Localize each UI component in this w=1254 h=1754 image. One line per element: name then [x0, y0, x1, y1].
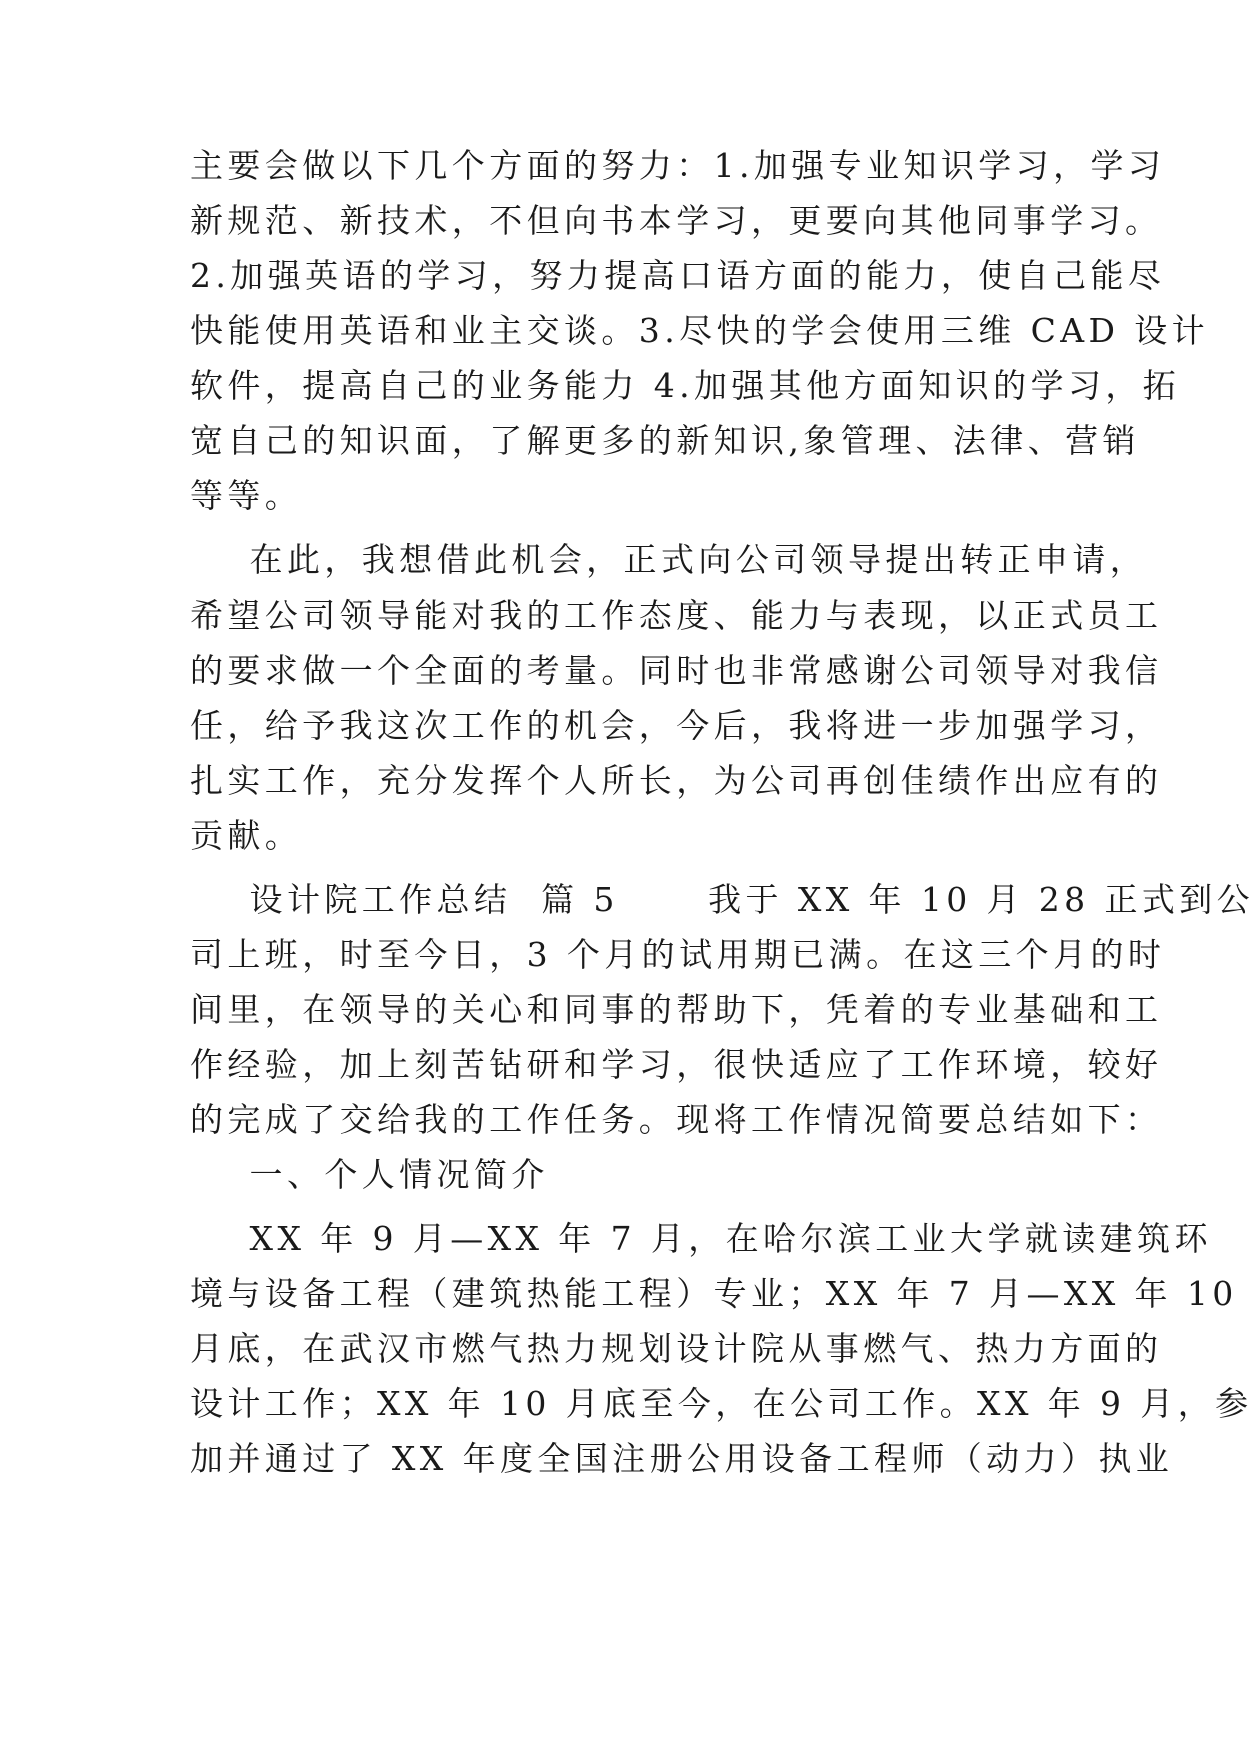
text-line: 扎实工作，充分发挥个人所长，为公司再创佳绩作出应有的: [190, 761, 1163, 800]
text-line: 一、个人情况简介: [190, 1155, 549, 1194]
text-line: 2.加强英语的学习，努力提高口语方面的能力，使自己能尽: [190, 256, 1166, 295]
text-line: 境与设备工程（建筑热能工程）专业；XX 年 7 月—XX 年 10: [190, 1274, 1238, 1313]
text-line: 加并通过了 XX 年度全国注册公用设备工程师（动力）执业: [190, 1439, 1174, 1478]
text-line: 设计院工作总结 篇 5 我于 XX 年 10 月 28 正式到公: [190, 880, 1254, 919]
text-line: 的要求做一个全面的考量。同时也非常感谢公司领导对我信: [190, 651, 1163, 690]
text-line: 软件，提高自己的业务能力 4.加强其他方面知识的学习，拓: [190, 366, 1181, 405]
text-line: 月底，在武汉市燃气热力规划设计院从事燃气、热力方面的: [190, 1329, 1163, 1368]
text-line: 的完成了交给我的工作任务。现将工作情况简要总结如下：: [190, 1100, 1163, 1139]
text-line: 新规范、新技术，不但向书本学习，更要向其他同事学习。: [190, 201, 1163, 240]
text-line: 宽自己的知识面，了解更多的新知识,象管理、法律、营销: [190, 421, 1140, 460]
text-line: 等等。: [190, 476, 303, 515]
text-line: 间里，在领导的关心和同事的帮助下，凭着的专业基础和工: [190, 990, 1163, 1029]
text-line: 在此，我想借此机会，正式向公司领导提出转正申请，: [190, 540, 1148, 579]
text-line: XX 年 9 月—XX 年 7 月，在哈尔滨工业大学就读建筑环: [190, 1219, 1212, 1258]
text-line: 作经验，加上刻苦钻研和学习，很快适应了工作环境，较好: [190, 1045, 1163, 1084]
text-line: 设计工作；XX 年 10 月底至今，在公司工作。XX 年 9 月，参: [190, 1384, 1253, 1423]
text-line: 主要会做以下几个方面的努力：1.加强专业知识学习，学习: [190, 146, 1166, 185]
text-line: 希望公司领导能对我的工作态度、能力与表现，以正式员工: [190, 596, 1163, 635]
text-line: 贡献。: [190, 816, 303, 855]
text-line: 司上班，时至今日，3 个月的试用期已满。在这三个月的时: [190, 935, 1166, 974]
text-line: 任，给予我这次工作的机会，今后，我将进一步加强学习，: [190, 706, 1163, 745]
text-line: 快能使用英语和业主交谈。3.尽快的学会使用三维 CAD 设计: [190, 311, 1210, 350]
